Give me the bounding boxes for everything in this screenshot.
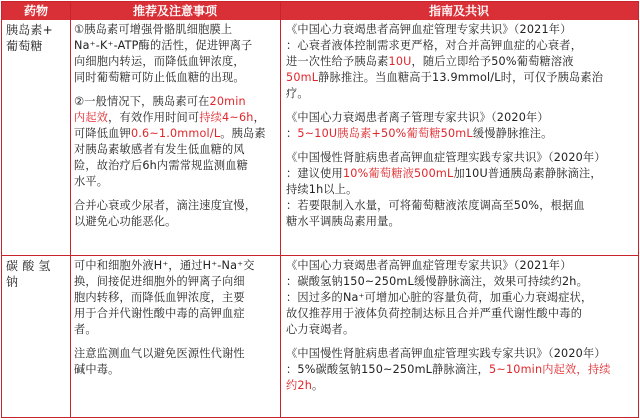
header-recommendation: 推荐及注意事项 — [132, 4, 217, 18]
rec-line: 注意监测血气以避免医源性代谢性 — [74, 347, 245, 360]
drug-sodium-bicarbonate — [6, 258, 68, 290]
column-divider — [70, 2, 71, 417]
drug-name-line: 胰岛素+ — [6, 23, 53, 37]
drug-name-line: 碳 酸 氢 — [6, 259, 51, 273]
guideline-line: 疗。 — [286, 87, 309, 100]
rec-line: 可降低血钾0.6~1.0mmol/L。胰岛素 — [74, 127, 266, 140]
guideline-line: 心力衰竭者。 — [286, 323, 355, 336]
drug-insulin-glucose — [6, 22, 68, 54]
guideline-line: ：碳酸氢钠150~250mL缓慢静脉滴注，效果可持续约2h。 — [286, 275, 588, 288]
guideline-line: ：因过多的Na⁺可增加心脏的容量负荷，加重心力衰竭症状， — [286, 291, 593, 304]
table-header — [2, 2, 638, 20]
rec-line: 同时葡萄糖可防止低血糖的出现。 — [74, 71, 245, 84]
drug-name-line: 钠 — [6, 275, 19, 289]
row-divider — [2, 255, 638, 256]
column-divider — [280, 2, 281, 417]
rec-line: 可中和细胞外液H⁺，通过H⁺-Na⁺交 — [74, 259, 255, 272]
header-guideline: 指南及共识 — [428, 4, 489, 18]
rec-line: 水平。 — [74, 175, 109, 188]
guideline-line: ：5~10U胰岛素+50%葡萄糖50mL缓慢静脉推注。 — [286, 127, 553, 140]
guideline-line: 约2h。 — [286, 379, 324, 392]
guideline-line: 50mL静脉推注。当血糖高于13.9mmol/L时，可仅予胰岛素治 — [286, 71, 604, 84]
rec-line: 胞内转移，而降低血钾浓度，主要 — [74, 291, 245, 304]
guideline-title: 《中国心力衰竭患者高钾血症管理专家共识》（2021年） — [286, 23, 572, 36]
drug-name-line: 葡萄糖 — [6, 39, 43, 53]
guideline-line: ：若要限制入水量，可将葡萄糖液浓度调高至50%，根据血 — [286, 199, 585, 212]
rec-line: 换，间接促进细胞外的钾离子向细 — [74, 275, 245, 288]
rec-line: 碱中毒。 — [74, 363, 120, 376]
row2-guidelines — [286, 258, 636, 394]
guideline-title: 《中国慢性肾脏病患者高钾血症管理实践专家共识》（2020年） — [286, 347, 606, 360]
guideline-title: 《中国慢性肾脏病患者高钾血症管理实践专家共识》（2020年） — [286, 151, 606, 164]
rec-line: 向细胞内转运，而降低血钾浓度， — [74, 55, 245, 68]
rec-line: ①胰岛素可增强骨骼肌细胞膜上 — [74, 23, 233, 36]
rec-line: 用于合并代谢性酸中毒的高钾血症 — [74, 307, 245, 320]
rec-line: 险，故治疗后6h内需常规监测血糖 — [74, 159, 249, 172]
row2-recommendation — [74, 258, 278, 378]
row1-recommendation — [74, 22, 278, 230]
rec-line: ②一般情况下，胰岛素可在20min — [74, 95, 246, 108]
rec-line: 合并心衰或少尿者，滴注速度宜慢， — [74, 199, 257, 212]
guideline-title: 《中国心力衰竭患者高钾血症管理专家共识》（2021年） — [286, 259, 572, 272]
rec-line: 以避免心功能恶化。 — [74, 215, 177, 228]
row1-guidelines — [286, 22, 636, 230]
drug-table — [1, 1, 639, 418]
guideline-line: 进一次性给予胰岛素10U，随后立即给予50%葡萄糖溶液 — [286, 55, 574, 68]
guideline-line: 持续1h以上。 — [286, 183, 358, 196]
rec-line: 对胰岛素敏感者有发生低血糖的风 — [74, 143, 245, 156]
guideline-line: ：心衰者液体控制需求更严格，对合并高钾血症的心衰者， — [286, 39, 583, 52]
guideline-title: 《中国心力衰竭患者离子管理专家共识》（2020年） — [286, 111, 549, 124]
guideline-line: ：5%碳酸氢钠150~250mL静脉滴注，5~10min内起效，持续 — [286, 363, 611, 376]
rec-line: Na⁺-K⁺-ATP酶的活性，促进钾离子 — [74, 39, 253, 52]
rec-line: 者。 — [74, 323, 97, 336]
header-drug: 药物 — [23, 4, 48, 18]
guideline-line: ：建议使用10%葡萄糖液500mL加10U普通胰岛素静脉滴注， — [286, 167, 602, 180]
rec-line: 内起效，有效作用时间可持续4~6h， — [74, 111, 265, 124]
guideline-line: 糖水平调胰岛素用量。 — [286, 215, 400, 228]
guideline-line: 故仅推荐用于液体负荷控制达标且合并严重代谢性酸中毒的 — [286, 307, 583, 320]
